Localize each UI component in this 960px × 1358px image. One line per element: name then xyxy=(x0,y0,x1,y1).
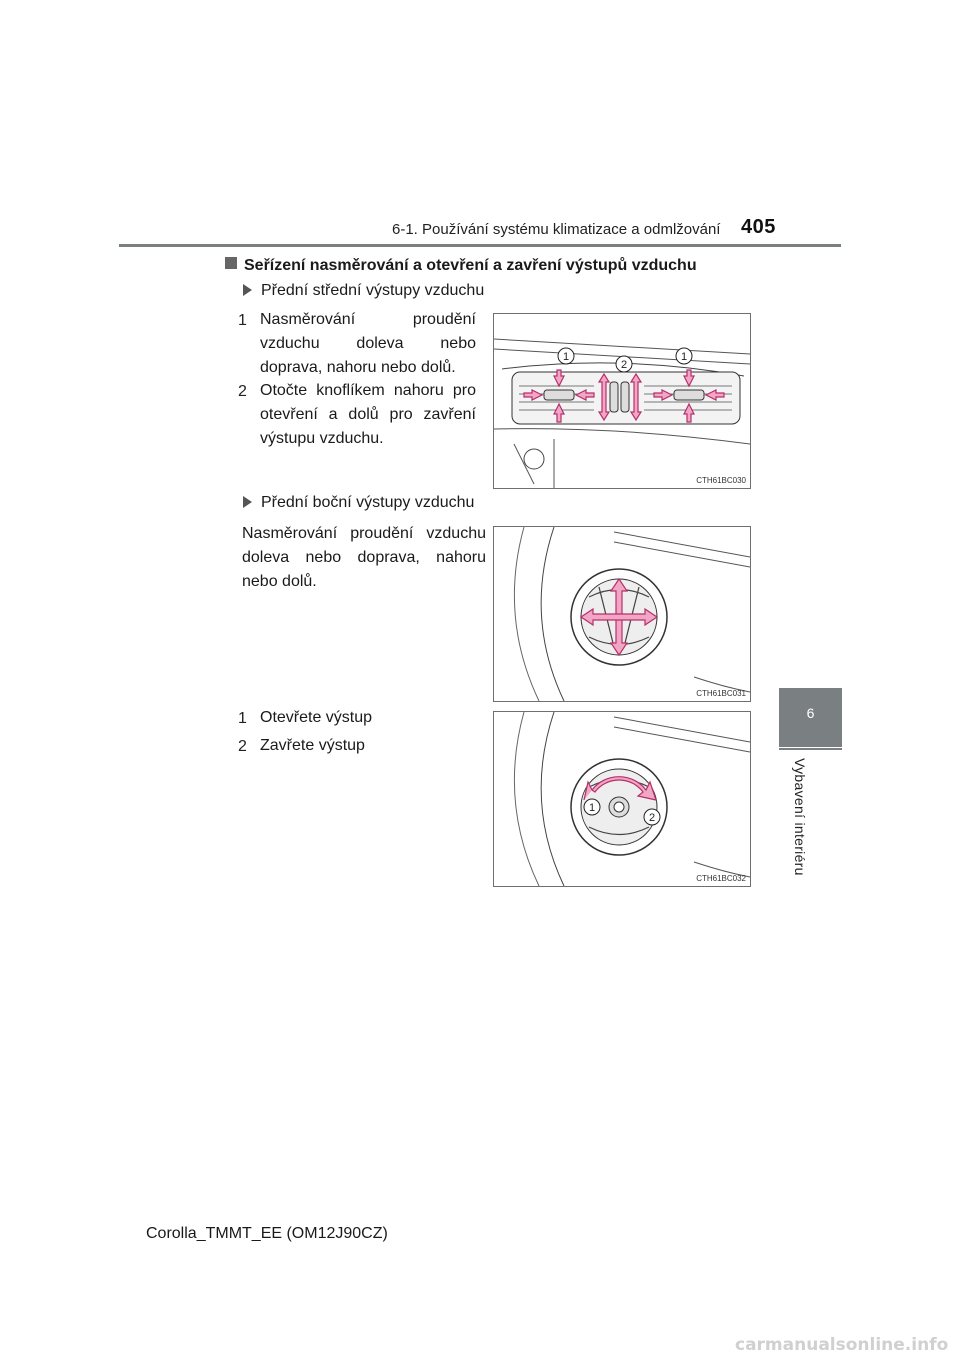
page-number: 405 xyxy=(741,216,776,238)
center-vent-item-1: Nasměrování proudění vzduchu doleva nebo doprava, nahoru nebo dolů. xyxy=(260,311,476,376)
header-section-title: 6-1. Používání systému klimatizace a odmlžování xyxy=(392,221,721,238)
number-1-icon xyxy=(237,709,251,725)
number-marker: 2 xyxy=(238,738,247,753)
footer-document-id: Corolla_TMMT_EE (OM12J90CZ) xyxy=(146,1225,388,1242)
figure-callout: 2 xyxy=(620,359,628,371)
number-2-icon xyxy=(237,737,251,753)
subheading-text: Přední boční výstupy vzduchu xyxy=(261,494,475,511)
section-heading-text: Seřízení nasměrování a otevření a zavření výstupů vzduchu xyxy=(244,257,697,274)
figure-code: CTH61BC032 xyxy=(696,874,746,883)
figure-side-vent xyxy=(493,526,751,702)
section-heading xyxy=(225,257,697,275)
chapter-tab xyxy=(779,688,842,747)
subheading-center-vents xyxy=(243,282,484,300)
number-1-icon xyxy=(237,311,251,327)
open-vent-text: Otevřete výstup xyxy=(260,709,373,726)
figure-code: CTH61BC030 xyxy=(696,476,746,485)
figure-vent-dial xyxy=(493,711,751,887)
header-rule xyxy=(119,244,841,247)
number-2-icon xyxy=(237,382,251,398)
figure-callout: 1 xyxy=(680,351,688,363)
number-marker: 2 xyxy=(238,383,247,398)
figure-callout: 2 xyxy=(648,812,656,824)
chapter-number: 6 xyxy=(806,705,815,721)
figure-callout: 1 xyxy=(562,351,570,363)
close-vent-text: Zavřete výstup xyxy=(260,737,365,754)
chapter-label: Vybavení interiéru xyxy=(792,758,808,876)
figure-callout: 1 xyxy=(588,802,596,814)
center-vent-item-2: Otočte knoflíkem nahoru pro otevření a dolů pro zavření výstupu vzduchu. xyxy=(260,382,476,447)
triangle-bullet-icon xyxy=(243,496,252,508)
chapter-tab-rule xyxy=(779,748,842,750)
figure-center-vents xyxy=(493,313,751,489)
square-bullet-icon xyxy=(225,257,237,269)
side-vents-text: Nasměrování proudění vzduchu doleva nebo doprava, nahoru nebo dolů. xyxy=(242,525,486,590)
subheading-text: Přední střední výstupy vzduchu xyxy=(261,282,485,299)
subheading-side-vents xyxy=(243,494,474,512)
number-marker: 1 xyxy=(238,312,247,327)
watermark: carmanualsonline.info xyxy=(735,1335,949,1355)
figure-code: CTH61BC031 xyxy=(696,689,746,698)
triangle-bullet-icon xyxy=(243,284,252,296)
number-marker: 1 xyxy=(238,710,247,725)
